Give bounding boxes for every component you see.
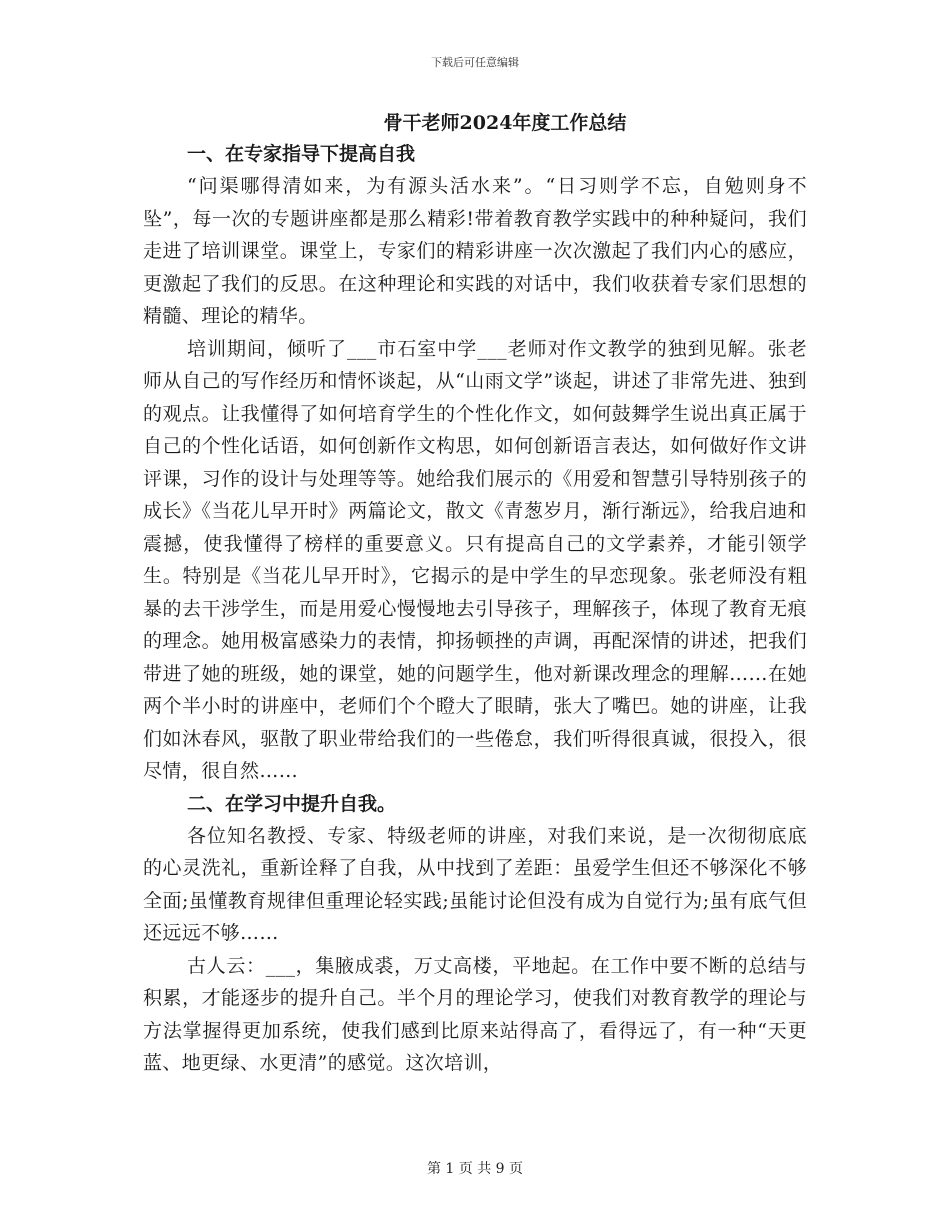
document-title: 骨干老师2024年度工作总结: [383, 112, 627, 134]
section-heading-1: 一、在专家指导下提高自我: [187, 143, 416, 165]
document-body: [143, 108, 807, 1080]
paragraph: 培训期间，倾听了___市石室中学___老师对作文教学的独到见解。张老师从自己的写作经历和情怀谈起，从“山雨文学”谈起，讲述了非常先进、独到的观点。让我懂得了如何培育学生的个性化作文，如何鼓舞学生说出真正属于自己的个性化话语，如何创新作文构思，如何创新语言表达，如何做好作文讲评课，习作的设计与处理等等。她给我们展示的《用爱和智慧引导特别孩子的成长》《当花儿早开时》两篇论文，散文《青葱岁月，渐行渐远》，给我启迪和震撼，使我懂得了榜样的重要意义。只有提高自己的文学素养，才能引领学生。特别是《当花儿早开时》，它揭示的是中学生的早恋现象。张老师没有粗暴的去干涉学生，而是用爱心慢慢地去引导孩子，理解孩子，体现了教育无痕的理念。她用极富感染力的表情，抑扬顿挫的声调，再配深情的讲述，把我们带进了她的班级，她的课堂，她的问题学生，他对新课改理念的理解……在她两个半小时的讲座中，老师们个个瞪大了眼睛，张大了嘴巴。她的讲座，让我们如沐春风，驱散了职业带给我们的一些倦怠，我们听得很真诚，很投入，很尽情，很自然……: [143, 337, 807, 782]
page-number: 第 1 页 共 9 页: [426, 1161, 524, 1177]
section-heading-2: 二、在学习中提升自我。: [187, 792, 397, 815]
paragraph: 古人云：___，集腋成裘，万丈高楼，平地起。在工作中要不断的总结与积累，才能逐步的提升自己。半个月的理论学习，使我们对教育教学的理论与方法掌握得更加系统，使我们感到比原来站得高了，看得远了，有一种“天更蓝、地更绿、水更清”的感觉。这次培训，: [143, 954, 807, 1074]
page-header-note: 下载后可任意编辑: [431, 56, 519, 69]
paragraph: 各位知名教授、专家、特级老师的讲座，对我们来说，是一次彻彻底底的心灵洗礼，重新诠释了自我，从中找到了差距：虽爱学生但还不够深化不够全面;虽懂教育规律但重理论轻实践;虽能讨论但没有成为自觉行为;虽有底气但还远远不够……: [143, 824, 807, 944]
paragraph: “问渠哪得清如来，为有源头活水来”。“日习则学不忘，自勉则身不坠”，每一次的专题讲座都是那么精彩!带着教育教学实践中的种种疑问，我们走进了培训课堂。课堂上，专家们的精彩讲座一次次激起了我们内心的感应，更激起了我们的反思。在这种理论和实践的对话中，我们收获着专家们思想的精髓、理论的精华。: [143, 175, 807, 327]
